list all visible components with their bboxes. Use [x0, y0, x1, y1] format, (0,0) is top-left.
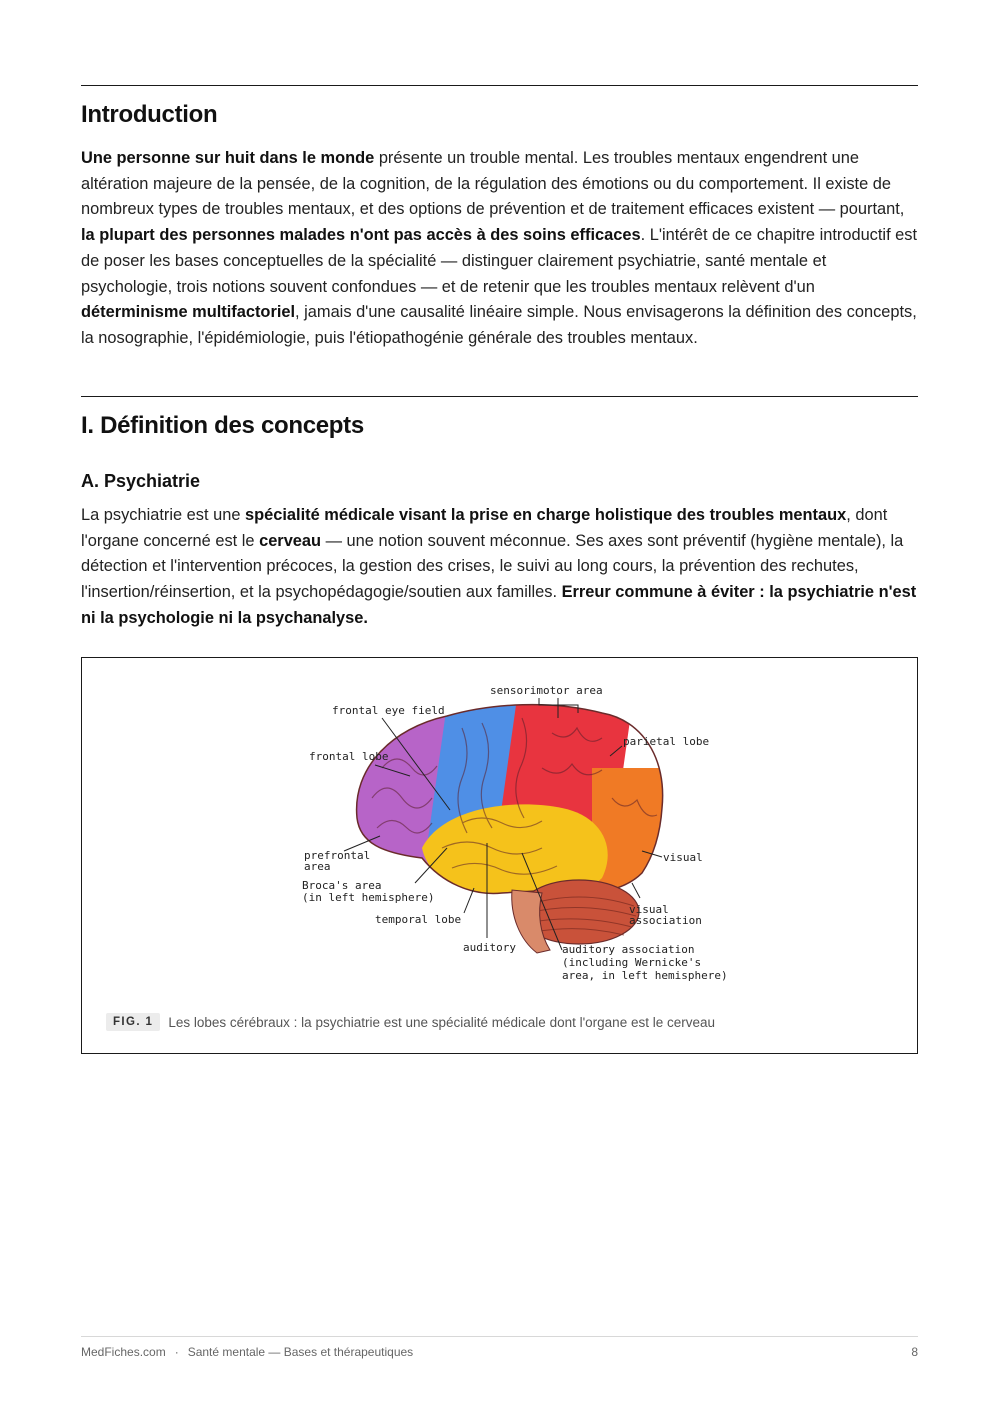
label-broca: Broca's area	[302, 879, 382, 892]
psychiatry-paragraph	[81, 503, 918, 632]
label-prefrontal-area: area	[304, 860, 331, 873]
label-broca-hemisphere: (in left hemisphere)	[302, 891, 435, 904]
body-text: La psychiatrie est une	[81, 506, 246, 524]
figure-box	[81, 657, 918, 1054]
footer-site: MedFiches.com	[81, 1345, 166, 1359]
brain-illustration	[82, 658, 917, 1053]
body-text: — une notion souvent méconnue. Ses axes sont préventif (hygiène mentale), la détection et l'intervention précoces, la gestion des crises, le suivi au long cours, la prévention des rechutes, l'insertion/réinsertion, et la psychopédagogie/soutien aux familles.	[81, 531, 904, 602]
emphasis-text: Une personne sur huit dans le monde	[81, 149, 375, 167]
label-wernicke: (including Wernicke's	[562, 956, 702, 969]
footer-title: Santé mentale — Bases et thérapeutiques	[187, 1345, 414, 1359]
body-text: . L'intérêt de ce chapitre introductif est de poser les bases conceptuelles de la spécialité — distinguer clairement psychiatrie, santé mentale et psychologie, trois notions souvent confondues — et de retenir que les troubles mentaux relèvent d'un	[81, 226, 918, 296]
body-text: , jamais d'une causalité linéaire simple. Nous envisagerons la définition des concepts, la nosographie, l'épidémiologie, puis l'étiopathogénie générale des troubles mentaux.	[81, 303, 917, 347]
body-text: , dont l'organe concerné est le	[81, 506, 888, 550]
label-parietal-lobe: parietal lobe	[623, 735, 710, 748]
label-frontal-lobe: frontal lobe	[309, 750, 389, 763]
figure-caption-text: Les lobes cérébraux : la psychiatrie est une spécialité médicale dont l'organe est le cerveau	[168, 1014, 715, 1030]
figure-tag: FIG. 1	[106, 1013, 160, 1031]
label-prefrontal: prefrontal	[304, 849, 371, 862]
section-heading: I. Définition des concepts	[81, 412, 364, 439]
label-auditory: auditory	[463, 941, 516, 954]
body-text: présente un trouble mental. Les troubles mentaux engendrent une altération majeure de la pensée, de la cognition, de la régulation des émotions ou du comportement. Il existe de nombreux types de troubles mentaux, et des options de prévention et de traitement efficaces existent — pourtant,	[81, 149, 905, 219]
footer-divider	[81, 1336, 918, 1337]
label-frontal-eye-field: frontal eye field	[332, 704, 445, 717]
label-visual-assoc: visual	[629, 903, 669, 916]
figure-caption	[106, 1011, 715, 1033]
emphasis-text: spécialité médicale visant la prise en charge holistique des troubles mentaux	[245, 506, 847, 524]
label-visual-association: association	[629, 914, 702, 927]
occipital-lobe-region	[592, 768, 672, 898]
page-number: 8	[911, 1345, 918, 1359]
section-divider	[81, 396, 918, 397]
label-left-hemisphere: area, in left hemisphere)	[562, 969, 728, 982]
emphasis-text: la plupart des personnes malades n'ont pas accès à des soins efficaces	[81, 226, 641, 245]
section-divider	[81, 85, 918, 86]
intro-paragraph	[81, 146, 918, 352]
label-sensorimotor: sensorimotor area	[490, 684, 603, 697]
label-visual: visual	[663, 851, 703, 864]
emphasis-text: déterminisme multifactoriel	[81, 303, 296, 322]
label-temporal-lobe: temporal lobe	[375, 913, 462, 926]
intro-heading: Introduction	[81, 101, 218, 128]
subsection-heading: A. Psychiatrie	[81, 471, 201, 491]
footer-separator: ·	[174, 1345, 179, 1359]
emphasis-text: Erreur commune à éviter : la psychiatrie n'est ni la psychologie ni la psychanalyse.	[81, 583, 917, 627]
page-footer	[81, 1345, 918, 1359]
label-auditory-association: auditory association	[562, 943, 695, 956]
emphasis-text: cerveau	[259, 531, 322, 550]
